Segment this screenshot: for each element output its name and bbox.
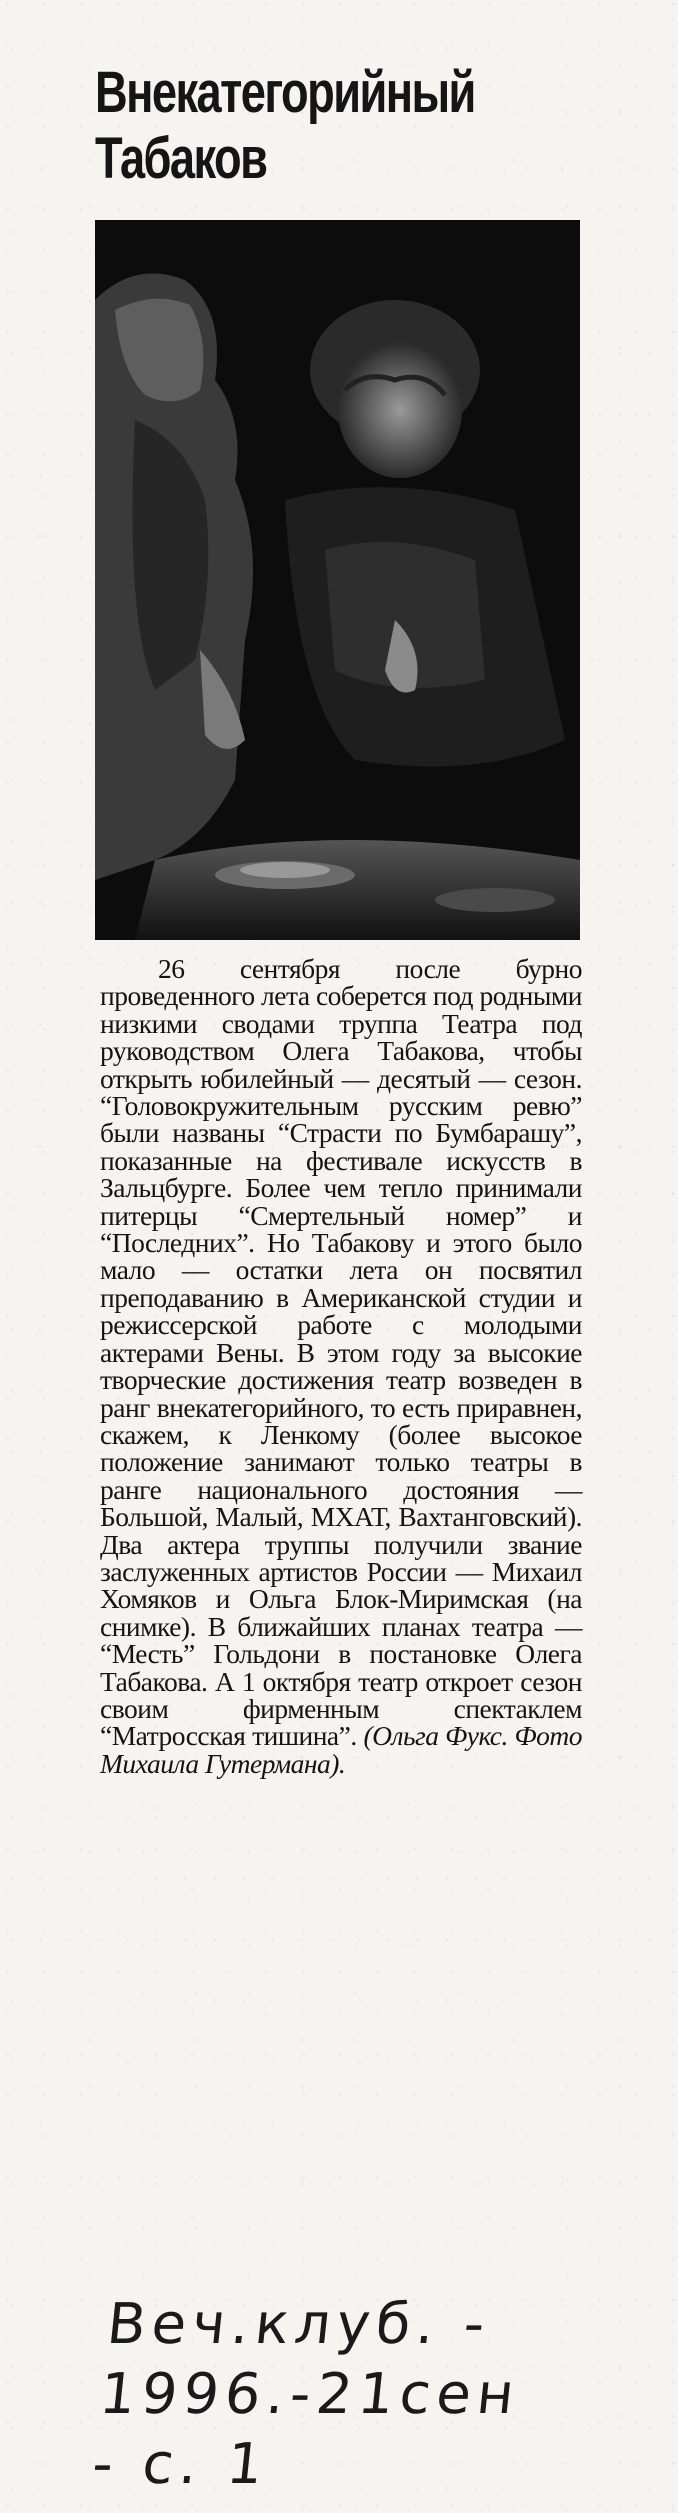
handwritten-line-2: 1996.-21сен bbox=[96, 2362, 524, 2427]
article-photo bbox=[95, 220, 580, 940]
article-headline bbox=[95, 60, 475, 192]
handwritten-line-1: Веч.клуб. - bbox=[103, 2292, 494, 2357]
handwritten-source-note bbox=[89, 2290, 671, 2500]
headline-line-1: Внекатегорийный bbox=[95, 60, 475, 125]
handwritten-line-3: - с. 1 bbox=[89, 2432, 273, 2497]
article-text: 26 сентября после бурно проведенного лета соберется под родными низкими сводами труппа Театра под руководством Олега Табакова, чтобы открыть юбилейный — десятый — сезон. “Головокружительным русским ревю” были названы “Страсти по Бумбарашу”, показанные на фестивале искусств в Зальцбурге. Более чем тепло принимали питерцы “Смертельный номер” и “Последних”. Но Табакову и этого было мало — остатки лета он посвятил преподаванию в Американской студии и режиссерской работе с молодыми актерами Вены. В этом году за высокие творческие достижения театр возведен в ранг внекатегорийного, то есть приравнен, скажем, к Ленкому (более высокое положение занимают только театры в ранге национального достояния — Большой, Малый, МХАТ, Вахтанговский). Два актера труппы получили звание заслуженных артистов России — Михаил Хомяков и Ольга Блок-Миримская (на снимке). В ближайших планах театра — “Месть” Гольдони в постановке Олега Табакова. А 1 октября театр откроет сезон своим фирменным спектаклем “Матросская тишина”. bbox=[100, 953, 582, 1752]
photo-actors-image bbox=[95, 220, 580, 940]
article-body bbox=[100, 955, 582, 1777]
headline-line-2: Табаков bbox=[95, 126, 267, 191]
photo-credit: (Ольга Фукс. Фото Михаила Гутермана). bbox=[100, 1720, 583, 1779]
